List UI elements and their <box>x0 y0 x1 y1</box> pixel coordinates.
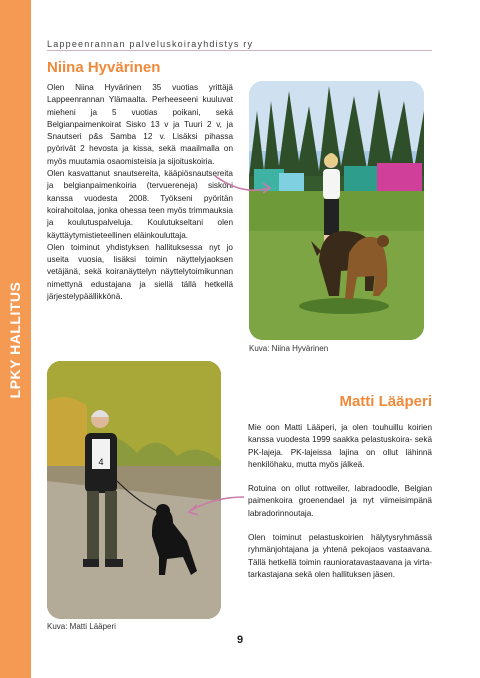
profile1-paragraph: Olen kasvattanut snautsereita, kääpiösnautsereita ja belgianpaimenkoiria (tervuereneja) siskoni kanssa vuodesta 2008. Työkseni pyöritän koirahoitolaa, jonka ohessa teen myös trimmauksia ja koulutuspalveluja. Koulutukseltani olen käyttäytymistieteellinen eläinkouluttaja. <box>47 169 233 240</box>
profile1-photo <box>249 81 424 340</box>
sidebar-band <box>0 0 31 678</box>
dog-walk-photo <box>47 361 221 619</box>
profile2-bio <box>248 422 432 593</box>
profile2-photo-caption: Kuva: Matti Lääperi <box>47 622 116 631</box>
profile2-paragraph: Mie oon Matti Lääperi, ja olen touhuillu koirien kanssa vuodesta 1999 saakka pelastuskoira- sekä PK-lajeja. PK-lajeissa lajina on ollut lähinnä henkilöhaku, mutta myös jälkeä. <box>248 423 432 469</box>
profile2-name: Matti Lääperi <box>339 393 432 410</box>
organization-header: Lappeenrannan palveluskoirayhdistys ry <box>47 39 254 49</box>
profile1-bio <box>47 82 233 303</box>
dog-show-photo <box>249 81 424 340</box>
profile1-paragraph: Olen toiminut yhdistyksen hallituksessa nyt jo useita vuosia, lisäksi toimin näyttelyjaoksen vetäjänä, sekä koiranäyttelyn näyttelytoimikunnan nimettynä edustajana ja siellä tällä hetkellä järjestelypäällikkönä. <box>47 242 233 302</box>
header-divider <box>47 50 432 51</box>
bib-number: 4 <box>98 457 104 467</box>
arrow-icon <box>213 170 273 200</box>
profile2-paragraph: Olen toiminut pelastuskoirien hälytysryhmässä ryhmänjohtajana ja yhtenä pekojaos vastaavana. Tällä hetkellä toimin raunioratavastaavana ja virta-tarkastajana sekä olen hallituksen jäsen. <box>248 533 432 579</box>
profile1-paragraph: Olen Niina Hyvärinen 35 vuotias yrittäjä Lappeenrannan Ylämaalta. Perheeseeni kuuluvat mieheni ja 5 vuotias poikani, sekä Belgianpaimenkoirat Sisko 13 v ja Tuuri 2 v, ja Snautseri p&s Samba 12 v. Lisäksi pihassa pyörivät 2 hevosta ja kissa, sekä maailmalla on myös muutamia osaomisteisia ja sijoituskoiria. <box>47 83 233 166</box>
profile1-name: Niina Hyvärinen <box>47 59 161 76</box>
sidebar-label: LPKY HALLITUS <box>7 281 23 399</box>
profile2-paragraph: Rotuina on ollut rottweiler, labradoodle, Belgian paimenkoira groenendael ja nyt viimeisimpänä labradorinnoutaja. <box>248 484 432 518</box>
profile2-photo <box>47 361 221 619</box>
arrow-icon <box>184 493 246 519</box>
page-number: 9 <box>236 634 244 646</box>
profile1-photo-caption: Kuva: Niina Hyvärinen <box>249 344 329 353</box>
